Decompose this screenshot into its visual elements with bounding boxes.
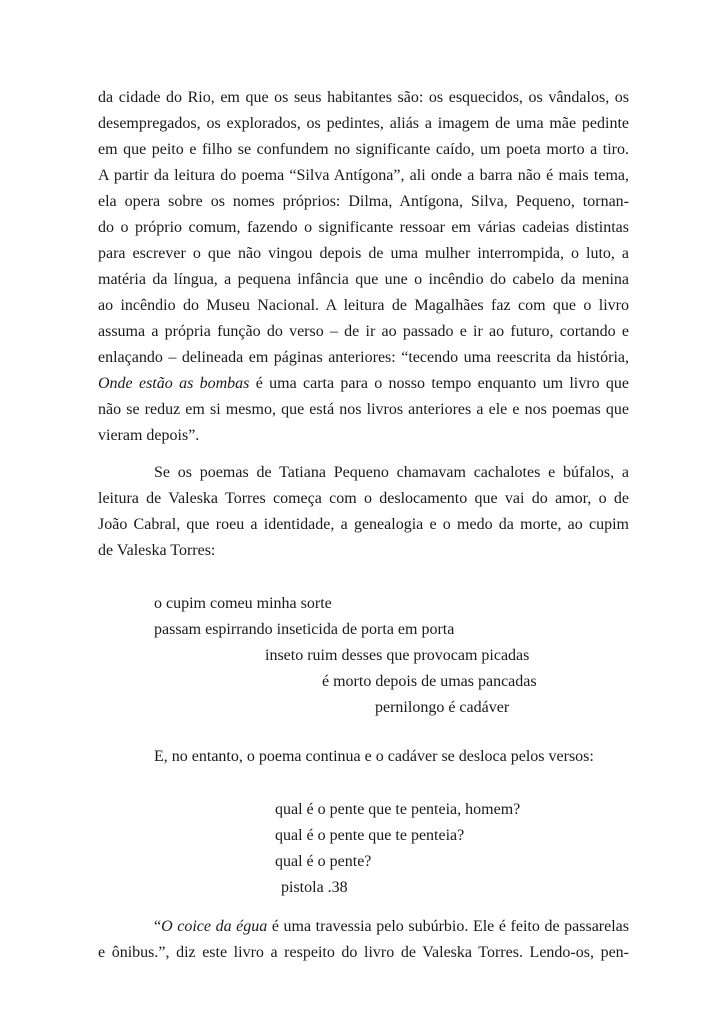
text-fragment: é uma carta para o nosso tempo enquanto um livro que <box>249 375 629 392</box>
book-title-italic: O coice da égua <box>161 918 268 935</box>
poem-verse: qual é o pente que te penteia? <box>275 827 465 844</box>
quote-mark: “ <box>154 918 162 935</box>
poem-verse: é morto depois de umas pancadas <box>322 673 537 690</box>
text-line: e ônibus.”, diz este livro a respeito do livro de Valeska Torres. Lendo-os, pen- <box>98 944 629 961</box>
text-line: desempregados, os explorados, os pedintes, aliás a imagem de uma mãe pedinte <box>98 115 629 132</box>
text-line: não se reduz em si mesmo, que está nos livros anteriores a ele e nos poemas que <box>98 401 629 418</box>
text-line: do o próprio comum, fazendo o significante ressoar em várias cadeias distintas <box>98 219 629 236</box>
poem-verse: qual é o pente que te penteia, homem? <box>275 801 521 818</box>
text-line <box>98 374 629 394</box>
text-line: leitura de Valeska Torres começa com o deslocamento que vai do amor, o de <box>98 490 629 507</box>
text-line: vieram depois”. <box>98 427 200 444</box>
poem-verse: pernilongo é cadáver <box>375 699 510 716</box>
poem-verse: inseto ruim desses que provocam picadas <box>265 647 530 664</box>
text-line: A partir da leitura do poema “Silva Antígona”, ali onde a barra não é mais tema, <box>98 167 629 184</box>
poem-verse: o cupim comeu minha sorte <box>154 595 332 612</box>
text-fragment: é uma travessia pelo subúrbio. Ele é feito de passarelas <box>267 918 630 935</box>
text-line: ela opera sobre os nomes próprios: Dilma, Antígona, Silva, Pequeno, tornan- <box>98 193 629 210</box>
text-line: enlaçando – delineada em páginas anteriores: “tecendo uma reescrita da história, <box>98 349 629 366</box>
text-line: matéria da língua, a pequena infância que une o incêndio do cabelo da menina <box>98 271 629 288</box>
text-line: João Cabral, que roeu a identidade, a genealogia e o medo da morte, ao cupim <box>98 516 629 533</box>
text-line: Se os poemas de Tatiana Pequeno chamavam cachalotes e búfalos, a <box>154 464 629 481</box>
text-line: de Valeska Torres: <box>98 542 216 559</box>
text-line <box>154 917 629 937</box>
poem-verse: pistola .38 <box>281 879 348 896</box>
text-line: ao incêndio do Museu Nacional. A leitura de Magalhães faz com que o livro <box>98 297 629 314</box>
text-line: assuma a própria função do verso – de ir ao passado e ir ao futuro, cortando e <box>98 323 629 340</box>
text-line: da cidade do Rio, em que os seus habitantes são: os esquecidos, os vândalos, os <box>98 89 629 106</box>
text-line: E, no entanto, o poema continua e o cadáver se desloca pelos versos: <box>154 748 594 765</box>
text-line: em que peito e filho se confundem no significante caído, um poeta morto a tiro. <box>98 141 629 158</box>
poem-verse: passam espirrando inseticida de porta em porta <box>154 621 455 638</box>
poem-verse: qual é o pente? <box>275 853 372 870</box>
book-title-italic: Onde estão as bombas <box>98 375 250 392</box>
text-line: para escrever o que não vingou depois de uma mulher interrompida, o luto, a <box>98 245 629 262</box>
